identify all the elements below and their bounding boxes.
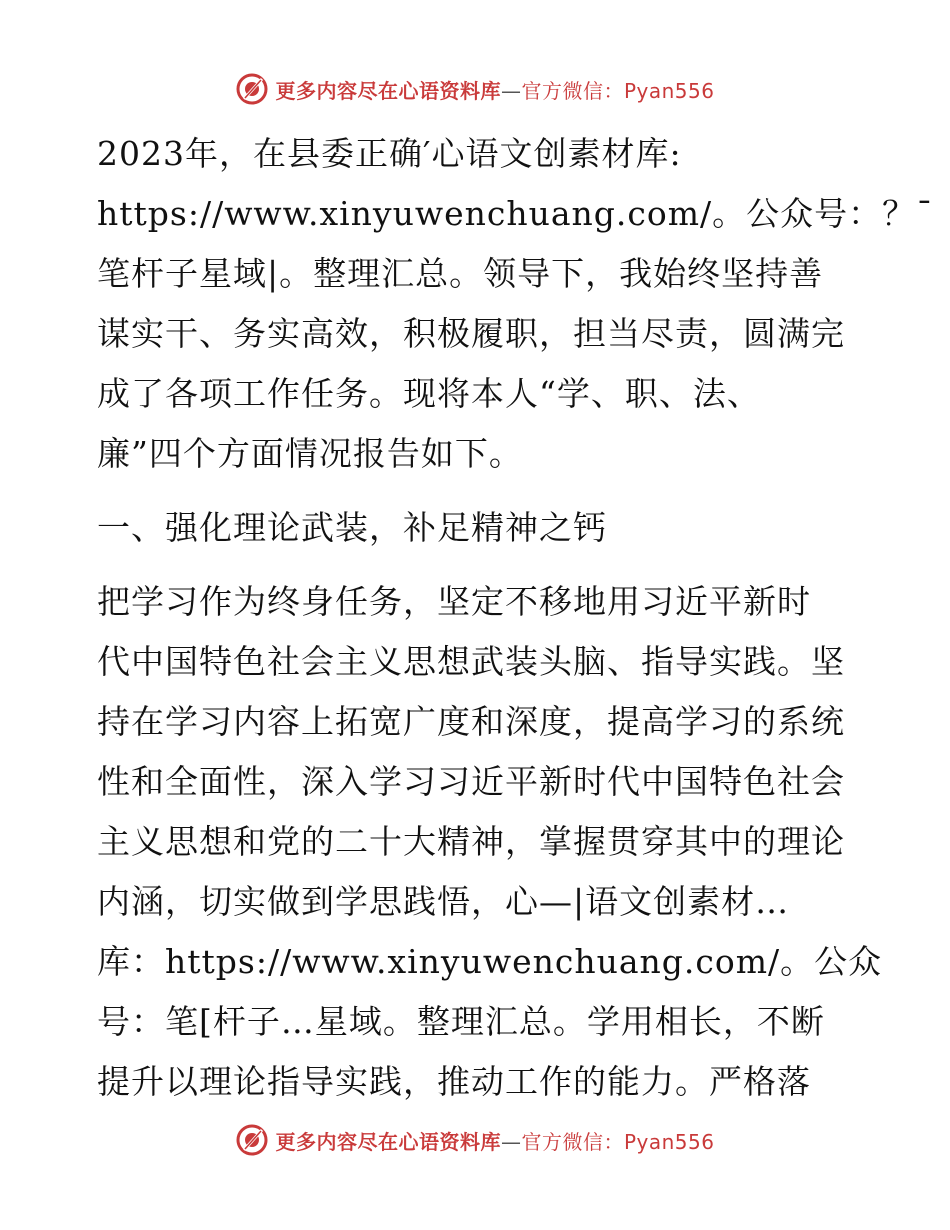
text-line: 代中国特色社会主义思想武装头脑、指导实践。坚	[97, 642, 845, 681]
text-line: 持在学习内容上拓宽广度和深度，提高学习的系统	[97, 702, 845, 741]
text-line: 性和全面性，深入学习习近平新时代中国特色社会	[97, 762, 845, 801]
header-banner	[0, 72, 950, 106]
text-line: 2023年，在县委正确′心语文创素材库:	[97, 134, 682, 173]
banner-brand: 更多内容尽在心语资料库	[275, 1129, 501, 1154]
text-line: 号：笔[杆子…星域。整理汇总。学用相长，不断	[97, 1002, 825, 1041]
text-line: https://www.xinyuwenchuang.com/。公众号：？¯	[97, 194, 934, 233]
text-line: 主义思想和党的二十大精神，掌握贯穿其中的理论	[97, 822, 845, 861]
banner-brand: 更多内容尽在心语资料库	[275, 78, 501, 103]
text-line: 成了各项工作任务。现将本人“学、职、法、	[97, 374, 761, 413]
text-line: 廉”四个方面情况报告如下。	[97, 434, 523, 473]
banner-separator: —	[500, 1129, 522, 1154]
section-heading: 一、强化理论武装，补足精神之钙	[97, 508, 607, 547]
text-line: 内涵，切实做到学思践悟，心—|语文创素材…	[97, 882, 790, 921]
banner-text	[275, 75, 714, 104]
banner-separator: —	[500, 78, 522, 103]
text-line: 谋实干、务实高效，积极履职，担当尽责，圆满完	[97, 314, 845, 353]
text-line: 库：https://www.xinyuwenchuang.com/。公众	[97, 942, 883, 981]
footer-banner	[0, 1123, 950, 1157]
document-body	[97, 124, 934, 1112]
text-line: 提升以理论指导实践，推动工作的能力。严格落	[97, 1062, 811, 1101]
banner-wechat: 官方微信：Pyan556	[521, 1129, 715, 1154]
banner-wechat: 官方微信：Pyan556	[521, 78, 715, 103]
intro-paragraph	[97, 124, 934, 484]
text-line: 把学习作为终身任务，坚定不移地用习近平新时	[97, 582, 811, 621]
text-line: 笔杆子星域|。整理汇总。领导下，我始终坚持善	[97, 254, 824, 293]
section-paragraph	[97, 572, 883, 1112]
banner-text	[275, 1126, 714, 1155]
logo-icon	[235, 72, 269, 106]
logo-icon	[235, 1123, 269, 1157]
